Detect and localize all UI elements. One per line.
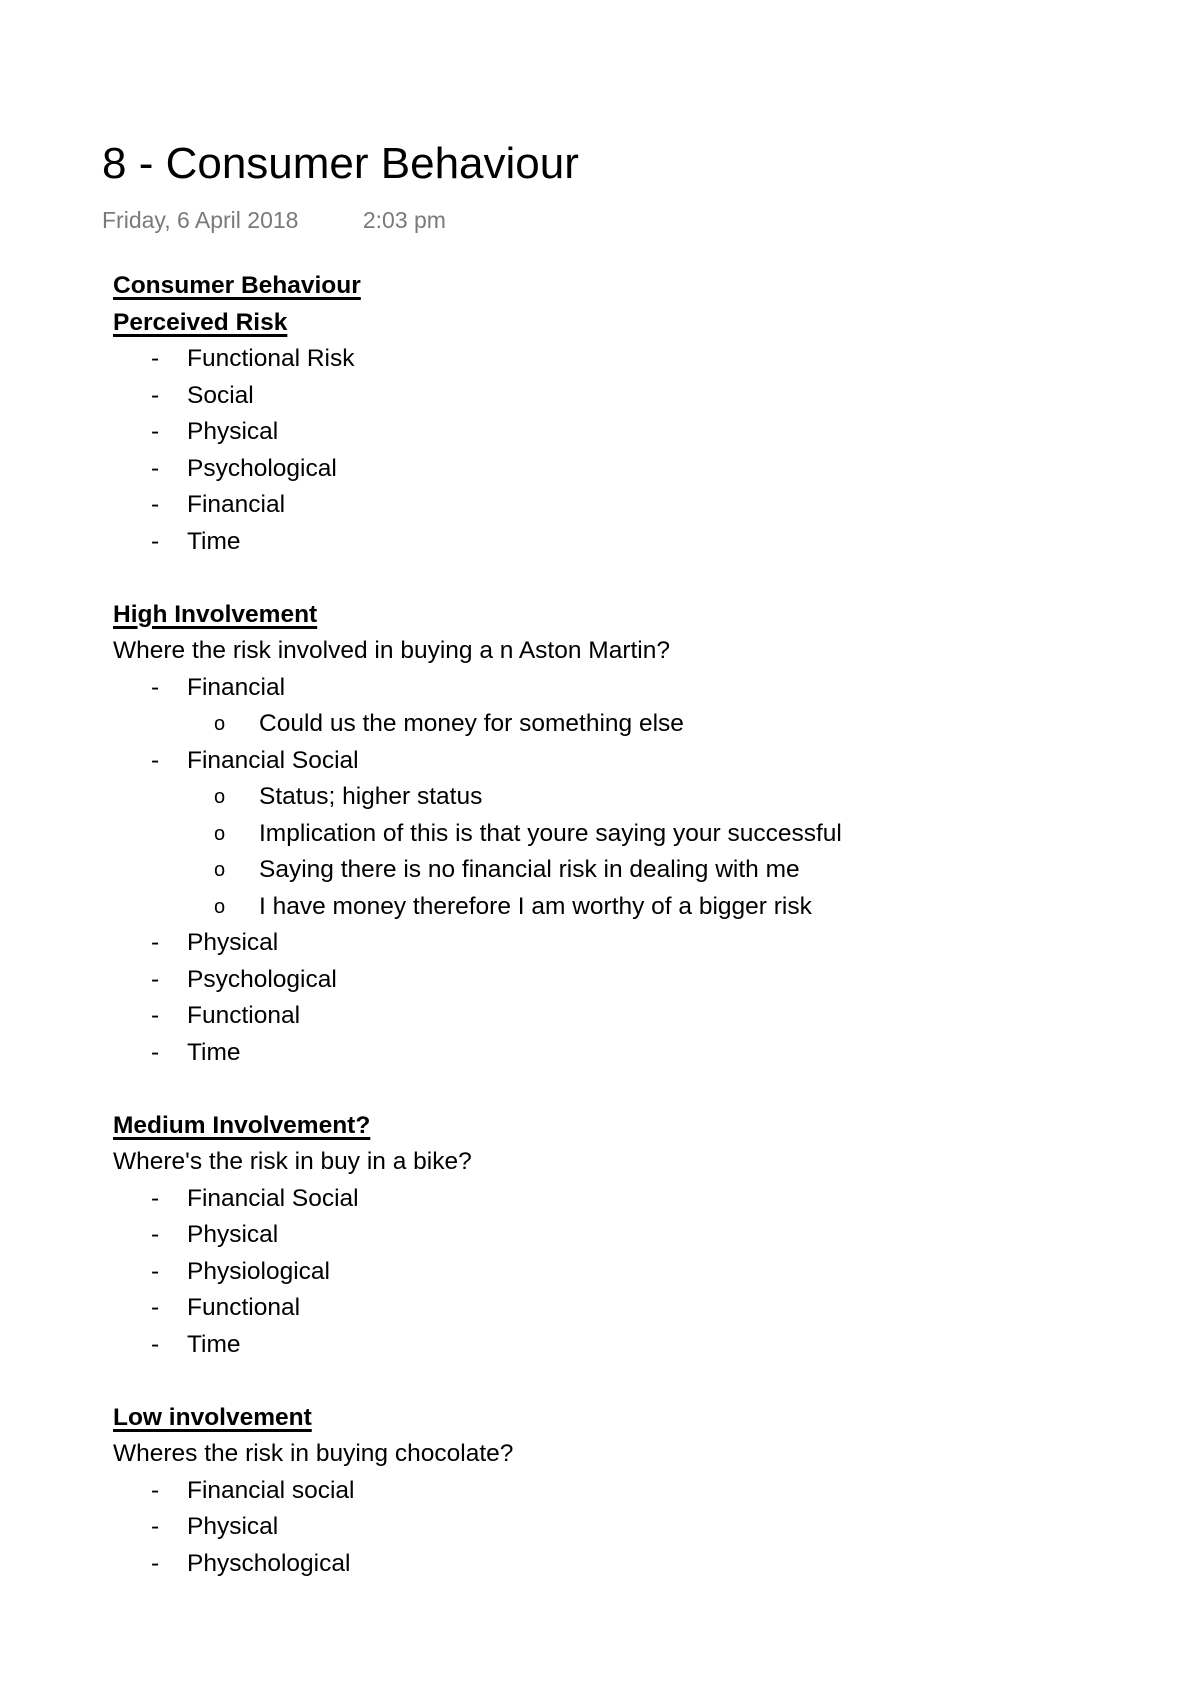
page-date: Friday, 6 April 2018 xyxy=(102,207,299,233)
sub-list-item: o Could us the money for something else xyxy=(113,706,1153,743)
section-question-low: Wheres the risk in buying chocolate? xyxy=(113,1440,514,1467)
list-item: - Functional Risk xyxy=(113,341,1153,378)
section-question-high: Where the risk involved in buying a n Aston Martin? xyxy=(113,637,670,664)
section-heading-low-involvement: Low involvement xyxy=(113,1403,312,1431)
dash-bullet: - xyxy=(151,418,160,445)
dash-bullet: - xyxy=(151,381,160,409)
page-time: 2:03 pm xyxy=(362,207,446,233)
list-item: - Social xyxy=(113,378,1153,415)
dash-bullet: - xyxy=(151,1221,160,1248)
dash-bullet: - xyxy=(151,1330,160,1358)
list-item: - Physical xyxy=(113,925,1153,962)
circle-bullet: o xyxy=(214,713,226,735)
low-involvement-list xyxy=(113,1473,1153,1583)
dash-bullet: - xyxy=(151,1476,160,1504)
list-item: - Financial social xyxy=(113,1473,1153,1510)
section-heading-consumer-behaviour: Consumer Behaviour xyxy=(113,272,361,299)
list-item: - Physical xyxy=(113,414,1153,451)
list-item: - Time xyxy=(113,524,1153,561)
dash-bullet: - xyxy=(151,1257,160,1285)
dash-bullet: - xyxy=(151,1002,160,1029)
section-heading-perceived-risk: Perceived Risk xyxy=(113,308,288,336)
list-item: - Time xyxy=(113,1035,1153,1072)
dash-bullet: - xyxy=(151,1184,160,1212)
high-involvement-list xyxy=(113,670,1153,1072)
section-heading-medium-involvement: Medium Involvement? xyxy=(113,1111,371,1139)
circle-bullet: o xyxy=(214,859,226,881)
dash-bullet: - xyxy=(151,1513,160,1540)
list-item: - Financial xyxy=(113,487,1153,524)
list-item: - Physiological xyxy=(113,1254,1153,1291)
page-title: 8 - Consumer Behaviour xyxy=(102,139,579,188)
list-item: - Financial Social xyxy=(113,1181,1153,1218)
dash-bullet: - xyxy=(151,345,160,372)
dash-bullet: - xyxy=(151,929,160,956)
section-heading-high-involvement: High Involvement xyxy=(113,600,318,628)
list-item: - Physical xyxy=(113,1217,1153,1254)
page-meta xyxy=(102,204,446,236)
note-content xyxy=(113,268,1153,1582)
dash-bullet: - xyxy=(151,1038,160,1066)
sub-list-item: o Implication of this is that youre saying your successful xyxy=(113,816,1153,853)
list-item: - Physchological xyxy=(113,1546,1153,1583)
list-item: - Psychological xyxy=(113,962,1153,999)
list-item: - Financial Social xyxy=(113,743,1153,780)
list-item: - Functional xyxy=(113,1290,1153,1327)
perceived-risk-list xyxy=(113,341,1153,560)
list-item: - Functional xyxy=(113,998,1153,1035)
list-item: - Financial xyxy=(113,670,1153,707)
list-item: - Psychological xyxy=(113,451,1153,488)
list-item: - Physical xyxy=(113,1509,1153,1546)
circle-bullet: o xyxy=(214,895,226,918)
dash-bullet: - xyxy=(151,491,160,518)
medium-involvement-list xyxy=(113,1181,1153,1364)
list-item: - Time xyxy=(113,1327,1153,1364)
sub-list-item: o I have money therefore I am worthy of a bigger risk xyxy=(113,889,1153,926)
dash-bullet: - xyxy=(151,527,160,555)
circle-bullet: o xyxy=(214,822,226,845)
dash-bullet: - xyxy=(151,1549,160,1577)
dash-bullet: - xyxy=(151,673,160,701)
circle-bullet: o xyxy=(214,786,226,808)
section-question-medium: Where's the risk in buy in a bike? xyxy=(113,1148,472,1175)
dash-bullet: - xyxy=(151,746,160,774)
sub-list-item: o Saying there is no financial risk in dealing with me xyxy=(113,852,1153,889)
sub-list-item: o Status; higher status xyxy=(113,779,1153,816)
dash-bullet: - xyxy=(151,1294,160,1321)
dash-bullet: - xyxy=(151,965,160,993)
dash-bullet: - xyxy=(151,454,160,482)
